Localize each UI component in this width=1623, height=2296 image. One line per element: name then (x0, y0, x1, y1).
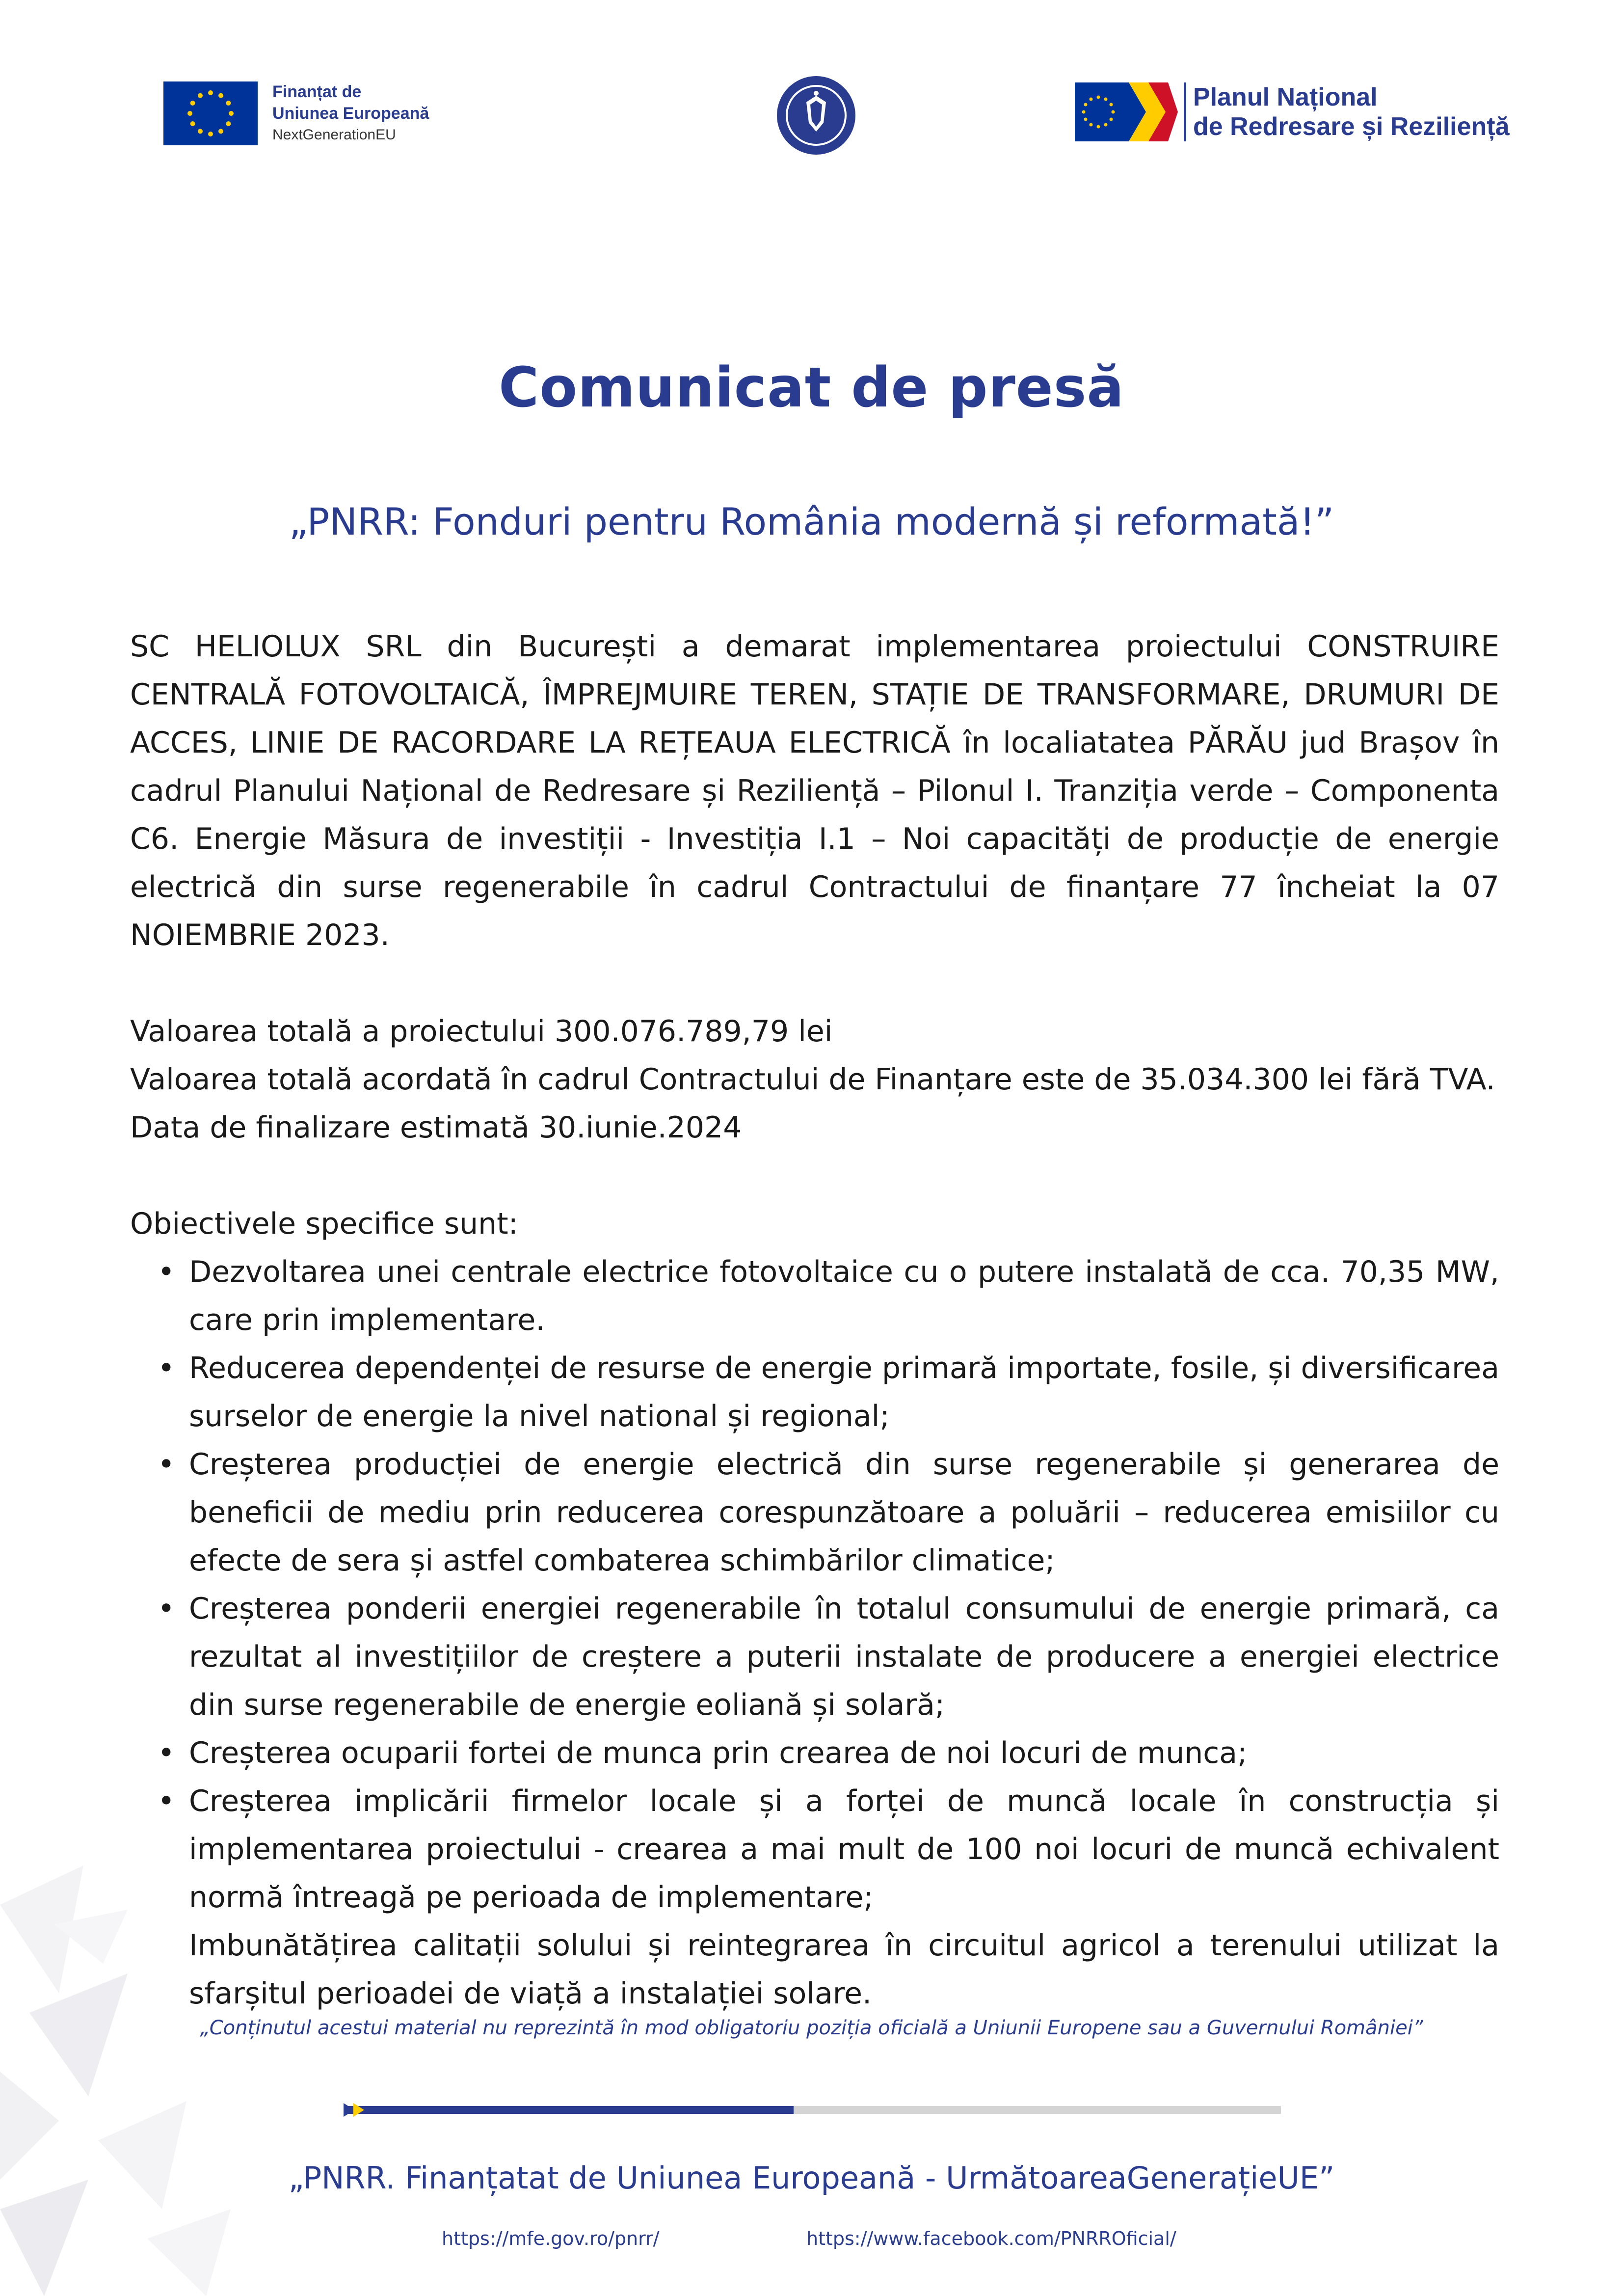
page-subtitle: „PNRR: Fonduri pentru România modernă și reformată!” (289, 500, 1334, 543)
pnrr-slogan: „PNRR. Finanțatat de Uniunea Europeană - UrmătoareaGenerațieUE” (288, 2160, 1335, 2196)
end-date-line: Data de finalizare estimată 30.iunie.2024 (130, 1110, 742, 1145)
objectives-heading: Obiectivele specifice sunt: (130, 1207, 518, 1241)
list-item: Imbunătățirea calitații solului și reintegrarea în circuitul agricol a terenului utilizat la sfarșitul perioadei de viață a instalației solare. (189, 1928, 1499, 2011)
intro-paragraph: SC HELIOLUX SRL din București a demarat implementarea proiectului CONSTRUIRE CENTRALĂ FOTOVOLTAICĂ, ÎMPREJMUIRE TEREN, STAȚIE DE TRANSFORMARE, DRUMURI DE ACCES, LINIE DE RACORDARE LA REȚEAUA ELECTRICĂ în localiatatea PĂRĂU jud Brașov în cadrul Planului Național de Redresare și Reziliență – Pilonul I. Tranziția verde – Componenta C6. Energie Măsura de investiții - Investiția I.1 – Noi capacități de producție de energie electrică din surse regenerabile în cadrul Contractului de finanțare 77 încheiat la 07 NOIEMBRIE 2023. (130, 629, 1499, 952)
list-item: • Creșterea implicării firmelor locale și a forței de muncă locale în construcția și implementarea proiectului - crearea a mai mult de 100 noi locuri de muncă echivalent normă întreagă pe perioada de implementare; (130, 1777, 1499, 1921)
eu-disclaimer: „Conținutul acestui material nu reprezintă în mod obligatoriu poziția oficială a Uniunii Europene sau a Guvernului României” (200, 2017, 1423, 2039)
pnrr-logo (1075, 82, 1510, 141)
decorative-progress-bar (344, 2106, 1281, 2114)
list-item: • Creșterea ocuparii fortei de munca prin crearea de noi locuri de munca; (130, 1729, 1499, 1777)
objectives-list (130, 1248, 1499, 2018)
project-values (130, 1007, 1499, 1152)
progress-bar-fill (344, 2106, 794, 2114)
press-release-body (130, 622, 1499, 2018)
financing-value-line: Valoarea totală acordată în cadrul Contractului de Finanțare este de 35.034.300 lei fără TVA. (130, 1062, 1495, 1097)
list-item: • Reducerea dependenței de resurse de energie primară importate, fosile, și diversificarea surselor de energie la nivel national și regional; (130, 1344, 1499, 1440)
pnrr-flag-arrow-icon (1075, 82, 1178, 141)
eu-logo-line1: Finanțat de (272, 82, 362, 101)
facebook-page-link[interactable]: https://www.facebook.com/PNRROficial/ (806, 2228, 1176, 2249)
total-value-line: Valoarea totală a proiectului 300.076.789,79 lei (130, 1014, 833, 1049)
list-item: • Dezvoltarea unei centrale electrice fotovoltaice cu o putere instalată de cca. 70,35 MW, care prin implementare. (130, 1248, 1499, 1344)
eu-logo-line3: NextGenerationEU (272, 127, 396, 143)
list-item: • Creșterea producției de energie electrică din surse regenerabile și generarea de beneficii de mediu prin reducerea corespunzătoare a poluării – reducerea emisiilor cu efecte de sera și astfel combaterea schimbărilor climatice; (130, 1440, 1499, 1585)
eu-logo-line2: Uniunea Europeană (272, 104, 429, 123)
list-item: • Creșterea ponderii energiei regenerabile în totalul consumului de energie primară, ca rezultat al investițiilor de creștere a puterii instalate de producere a energiei electrice din surse regenerabile de energie eoliană și solară; (130, 1585, 1499, 1729)
pnrr-logo-line2: de Redresare și Reziliență (1193, 112, 1510, 141)
eu-funding-logo (163, 81, 429, 146)
eu-flag-icon (163, 81, 258, 145)
pnrr-arrow-icon (344, 2103, 383, 2117)
romanian-government-seal-icon (774, 74, 858, 157)
pnrr-logo-line1: Planul Național (1193, 83, 1378, 111)
page-title: Comunicat de presă (499, 356, 1124, 420)
pnrr-website-link[interactable]: https://mfe.gov.ro/pnrr/ (442, 2228, 660, 2249)
